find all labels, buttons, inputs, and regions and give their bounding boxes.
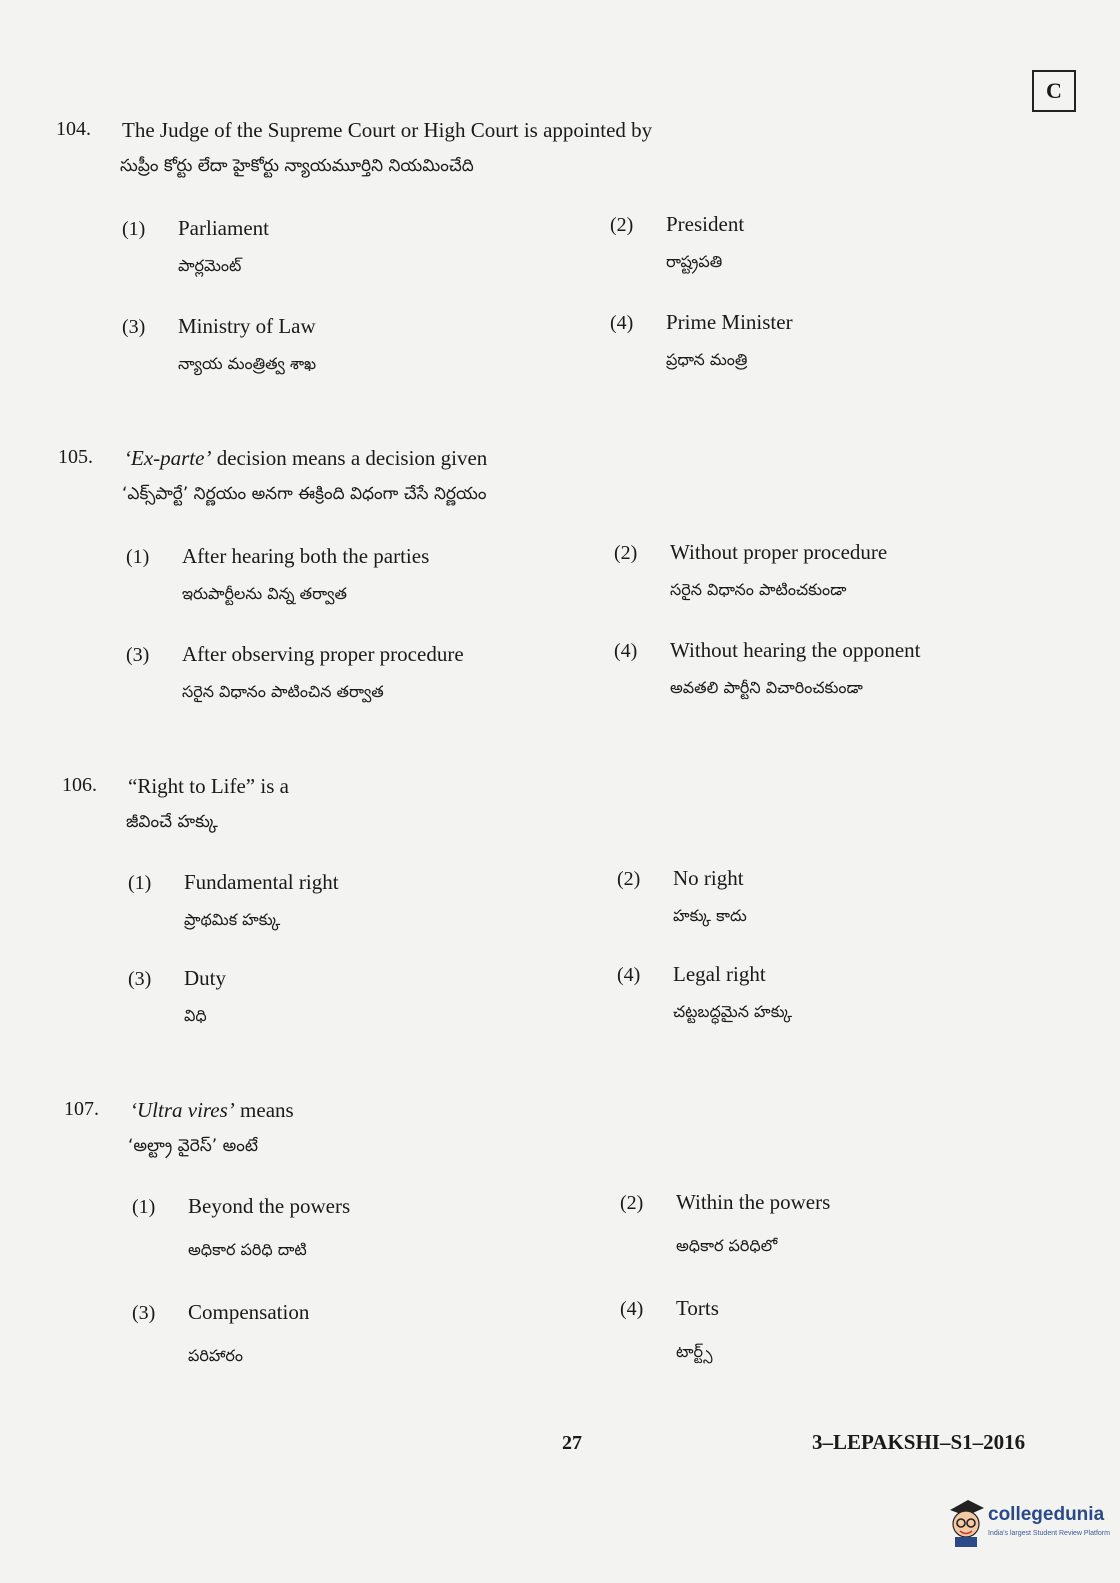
- option-2: [617, 866, 1047, 946]
- page-number: 27: [562, 1432, 582, 1454]
- option-text-en: Prime Minister: [666, 310, 793, 334]
- option-3: [132, 1300, 562, 1380]
- watermark-brand: collegedunia: [988, 1504, 1105, 1525]
- option-3: [122, 314, 552, 394]
- option-number: (4): [614, 640, 638, 662]
- option-3: [128, 966, 558, 1046]
- option-number: (3): [132, 1302, 156, 1324]
- option-text-te: సరైన విధానం పాటించిన తర్వాత: [182, 682, 384, 701]
- option-text-en: Without proper procedure: [670, 540, 888, 564]
- option-number: (2): [614, 542, 638, 564]
- option-text-te: టార్ట్స్: [676, 1342, 713, 1361]
- option-number: (4): [620, 1298, 644, 1320]
- option-text-en: Fundamental right: [184, 870, 339, 894]
- student-mascot-icon: [946, 1496, 986, 1548]
- option-text-te: పార్లమెంట్: [178, 256, 242, 275]
- option-2: [620, 1190, 1050, 1270]
- option-text-te: విధి: [184, 1006, 207, 1025]
- watermark: [946, 1496, 1110, 1556]
- question-number: 105.: [58, 446, 93, 468]
- option-text-en: Torts: [676, 1296, 719, 1320]
- question-text-te: జీవించే హక్కు: [126, 812, 218, 832]
- option-number: (2): [610, 214, 634, 236]
- question-text-te: సుప్రీం కోర్టు లేదా హైకోర్టు న్యాయమూర్తిని నియమించేది: [120, 156, 474, 176]
- option-text-te: న్యాయ మంత్రిత్వ శాఖ: [178, 354, 317, 373]
- option-text-en: Legal right: [673, 962, 766, 986]
- question-text-en: “Right to Life” is a: [128, 774, 289, 798]
- paper-code: 3–LEPAKSHI–S1–2016: [812, 1430, 1026, 1454]
- option-text-te: హక్కు కాదు: [673, 906, 747, 925]
- option-text-te: రాష్ట్రపతి: [666, 252, 723, 271]
- option-2: [610, 212, 1040, 292]
- option-text-te: ప్రాథమిక హక్కు: [184, 910, 281, 929]
- option-1: [128, 870, 558, 950]
- question-number: 106.: [62, 774, 97, 796]
- option-text-en: Within the powers: [676, 1190, 831, 1214]
- option-number: (1): [126, 546, 150, 568]
- option-text-te: అధికార పరిధిలో: [676, 1236, 778, 1255]
- question-term-italic: ‘Ultra vires’: [130, 1098, 235, 1122]
- option-3: [126, 642, 556, 722]
- booklet-code-box: C: [1032, 70, 1076, 112]
- question-text-en: [130, 1098, 294, 1123]
- option-text-en: Ministry of Law: [178, 314, 316, 338]
- option-4: [620, 1296, 1050, 1376]
- option-text-te: సరైన విధానం పాటించకుండా: [670, 580, 847, 599]
- question-number: 107.: [64, 1098, 99, 1120]
- option-number: (3): [128, 968, 152, 990]
- question-106: [0, 774, 1120, 1074]
- option-number: (2): [617, 868, 641, 890]
- option-text-en: After hearing both the parties: [182, 544, 430, 568]
- option-text-en: President: [666, 212, 745, 236]
- option-number: (3): [122, 316, 146, 338]
- option-text-te: పరిహారం: [188, 1346, 243, 1365]
- option-number: (3): [126, 644, 150, 666]
- option-1: [122, 216, 552, 296]
- option-number: (1): [132, 1196, 156, 1218]
- question-107: [0, 1098, 1120, 1398]
- option-text-en: Duty: [184, 966, 226, 990]
- option-text-te: ఇరుపార్టీలను విన్న తర్వాత: [182, 584, 347, 603]
- question-text-te: ‘అల్ట్రా వైరెస్’ అంటే: [128, 1136, 258, 1156]
- question-text-rest: means: [234, 1098, 294, 1122]
- option-text-te: ప్రధాన మంత్రి: [666, 350, 748, 369]
- option-text-te: అవతలి పార్టీని విచారించకుండా: [670, 678, 863, 697]
- option-text-en: No right: [673, 866, 744, 890]
- watermark-tagline: India's largest Student Review Platform: [988, 1530, 1110, 1537]
- option-text-en: Parliament: [178, 216, 269, 240]
- option-text-te: అధికార పరిధి దాటి: [188, 1240, 307, 1259]
- question-text-en: [124, 446, 487, 471]
- option-number: (1): [122, 218, 146, 240]
- question-104: [0, 118, 1120, 418]
- option-4: [610, 310, 1040, 390]
- question-text-rest: decision means a decision given: [211, 446, 488, 470]
- option-number: (2): [620, 1192, 644, 1214]
- question-number: 104.: [56, 118, 91, 140]
- option-text-en: Beyond the powers: [188, 1194, 351, 1218]
- option-number: (4): [617, 964, 641, 986]
- option-text-en: Without hearing the opponent: [670, 638, 921, 662]
- question-105: [0, 446, 1120, 746]
- option-4: [617, 962, 1047, 1042]
- option-text-en: After observing proper procedure: [182, 642, 464, 666]
- option-number: (4): [610, 312, 634, 334]
- question-text-en: The Judge of the Supreme Court or High Court is appointed by: [122, 118, 653, 142]
- option-number: (1): [128, 872, 152, 894]
- option-4: [614, 638, 1044, 718]
- option-text-te: చట్టబద్ధమైన హక్కు: [673, 1002, 793, 1021]
- option-1: [132, 1194, 562, 1274]
- question-term-italic: ‘Ex-parte’: [124, 446, 212, 470]
- option-1: [126, 544, 556, 624]
- option-text-en: Compensation: [188, 1300, 310, 1324]
- option-2: [614, 540, 1044, 620]
- question-text-te: ‘ఎక్స్‌పార్టే’ నిర్ణయం అనగా ఈక్రింది విధంగా చేసే నిర్ణయం: [122, 484, 487, 504]
